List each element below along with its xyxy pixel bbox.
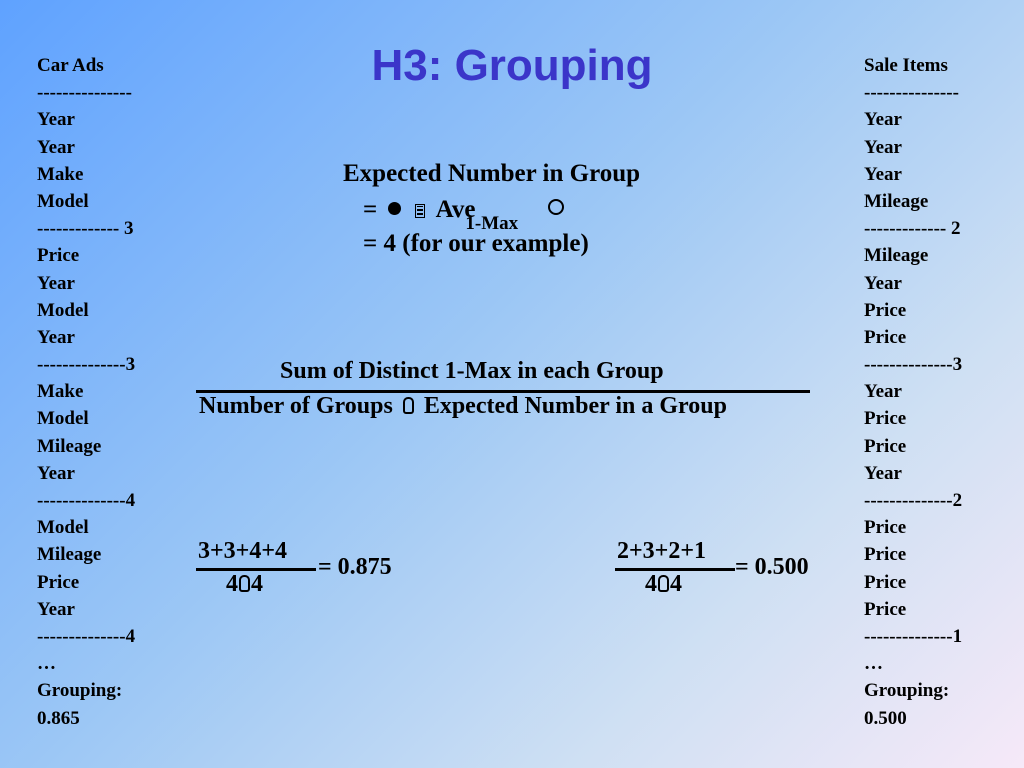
calc-left-result: = 0.875 xyxy=(318,554,392,580)
column-line: Price xyxy=(864,408,907,430)
ave-label: Ave xyxy=(435,196,476,223)
column-line: Year xyxy=(864,109,902,131)
column-line: --------------- xyxy=(37,82,132,104)
column-line: Price xyxy=(864,299,907,321)
document-icon xyxy=(415,204,425,218)
column-line: Mileage xyxy=(864,190,929,212)
calc-right-numerator: 2+3+2+1 xyxy=(617,538,707,564)
column-line: Grouping: xyxy=(37,680,123,702)
calc-left-numerator: 3+3+4+4 xyxy=(198,538,288,564)
expected-formula xyxy=(363,196,564,234)
column-line: ------------- 3 xyxy=(37,218,134,240)
column-line: Grouping: xyxy=(864,680,950,702)
column-line: Year xyxy=(37,326,75,348)
calc-right-den-b: 4 xyxy=(670,571,682,597)
hollow-circle-icon xyxy=(548,199,564,215)
column-line: 0.500 xyxy=(864,707,907,729)
column-line: … xyxy=(37,653,56,675)
sale-items-column xyxy=(864,52,962,732)
column-line: Model xyxy=(37,190,89,212)
column-line: Year xyxy=(37,598,75,620)
column-line: --------------1 xyxy=(864,625,963,647)
column-line: Year xyxy=(37,272,75,294)
column-line: Year xyxy=(864,462,902,484)
column-line: Mileage xyxy=(37,435,102,457)
slide-title: H3: Grouping xyxy=(371,41,653,90)
column-line: Price xyxy=(864,598,907,620)
car-ads-column xyxy=(37,52,135,732)
column-line: … xyxy=(864,653,883,675)
column-line: Model xyxy=(37,408,89,430)
column-line: Car Ads xyxy=(37,55,104,76)
calc-right-result: = 0.500 xyxy=(735,554,809,580)
calc-left-den-a: 4 xyxy=(226,571,238,597)
expected-example: = 4 (for our example) xyxy=(363,230,589,257)
column-line: Price xyxy=(37,571,80,593)
column-line: --------------3 xyxy=(37,354,136,376)
ave-subscript: 1-Max xyxy=(465,213,519,234)
column-line: Year xyxy=(864,136,902,158)
column-line: Year xyxy=(37,136,75,158)
column-line: Price xyxy=(864,435,907,457)
column-line: Make xyxy=(37,163,84,185)
multiply-symbol-icon xyxy=(658,575,669,592)
column-line: Price xyxy=(864,517,907,539)
column-line: Year xyxy=(864,381,902,403)
denominator-right: Expected Number in a Group xyxy=(423,393,727,419)
column-line: --------------4 xyxy=(37,490,136,511)
column-line: Price xyxy=(864,571,907,593)
column-line: Year xyxy=(37,109,75,131)
column-line: Price xyxy=(864,326,907,348)
column-line: Sale Items xyxy=(864,55,948,76)
filled-circle-icon xyxy=(388,202,401,215)
column-line: ------------- 2 xyxy=(864,218,961,240)
column-line: Year xyxy=(37,462,75,484)
column-line: --------------- xyxy=(864,82,959,104)
column-line: Year xyxy=(864,163,902,185)
calc-right-den-a: 4 xyxy=(645,571,657,597)
column-line: Model xyxy=(37,299,89,321)
calc-right-denominator xyxy=(645,571,682,598)
column-line: Model xyxy=(37,517,89,539)
column-line: --------------4 xyxy=(37,625,136,647)
column-line: Mileage xyxy=(864,245,929,267)
equals-sign: = xyxy=(363,196,378,223)
main-fraction-denominator xyxy=(199,393,727,420)
column-line: Mileage xyxy=(37,544,102,566)
expected-heading: Expected Number in Group xyxy=(343,160,641,187)
column-line: Price xyxy=(37,245,80,267)
column-line: --------------3 xyxy=(864,354,963,376)
column-line: Make xyxy=(37,381,84,403)
multiply-symbol-icon xyxy=(239,575,250,592)
column-line: --------------2 xyxy=(864,490,963,511)
column-line: 0.865 xyxy=(37,707,80,729)
multiply-symbol-icon xyxy=(403,397,414,414)
calc-left-denominator xyxy=(226,571,263,598)
main-fraction-numerator: Sum of Distinct 1-Max in each Group xyxy=(280,358,664,384)
denominator-left: Number of Groups xyxy=(199,393,393,419)
calc-left-den-b: 4 xyxy=(251,571,263,597)
column-line: Year xyxy=(864,272,902,294)
column-line: Price xyxy=(864,544,907,566)
